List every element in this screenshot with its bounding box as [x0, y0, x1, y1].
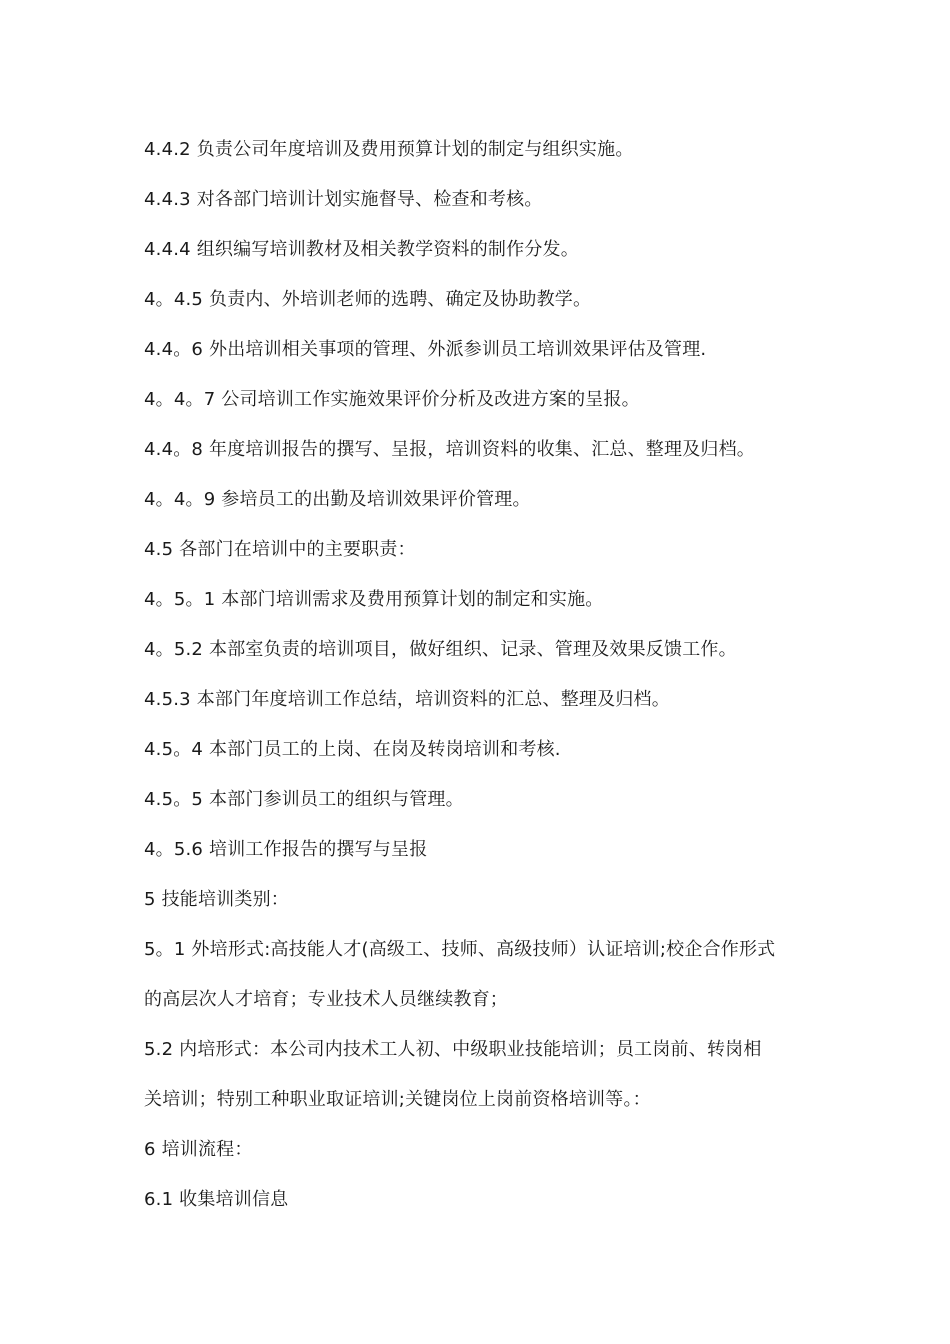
section-heading-5: 5 技能培训类别： [144, 889, 289, 910]
text-line-4-5-1: 4。5。1 本部门培训需求及费用预算计划的制定和实施。 [144, 589, 604, 610]
text-line-4-4-6: 4.4。6 外出培训相关事项的管理、外派参训员工培训效果评估及管理. [144, 339, 707, 360]
text-line-4-4-7: 4。4。7 公司培训工作实施效果评价分析及改进方案的呈报。 [144, 389, 640, 410]
text-line-4-5-2: 4。5.2 本部室负责的培训项目，做好组织、记录、管理及效果反馈工作。 [144, 639, 737, 660]
section-heading-6: 6 培训流程： [144, 1139, 253, 1160]
text-line-4-5-3: 4.5.3 本部门年度培训工作总结，培训资料的汇总、整理及归档。 [144, 689, 670, 710]
text-line-4-4-4: 4.4.4 组织编写培训教材及相关教学资料的制作分发。 [144, 239, 579, 260]
text-line-4-5-4: 4.5。4 本部门员工的上岗、在岗及转岗培训和考核. [144, 739, 561, 760]
text-line-4-5-6: 4。5.6 培训工作报告的撰写与呈报 [144, 839, 428, 860]
text-line-4-5-5: 4.5。5 本部门参训员工的组织与管理。 [144, 789, 464, 810]
text-line-4-4-3: 4.4.3 对各部门培训计划实施督导、检查和考核。 [144, 189, 543, 210]
text-line-6-1: 6.1 收集培训信息 [144, 1189, 289, 1210]
text-line-5-2-part2: 关培训；特别工种职业取证培训;关键岗位上岗前资格培训等。： [144, 1089, 651, 1110]
text-line-4-4-9: 4。4。9 参培员工的出勤及培训效果评价管理。 [144, 489, 531, 510]
text-line-4-4-2: 4.4.2 负责公司年度培训及费用预算计划的制定与组织实施。 [144, 139, 634, 160]
text-line-4-4-8: 4.4。8 年度培训报告的撰写、呈报，培训资料的收集、汇总、整理及归档。 [144, 439, 755, 460]
text-line-5-2-part1: 5.2 内培形式：本公司内技术工人初、中级职业技能培训；员工岗前、转岗相 [144, 1039, 762, 1060]
text-line-5-1-part2: 的高层次人才培育；专业技术人员继续教育； [144, 989, 508, 1010]
text-line-5-1-part1: 5。1 外培形式:高技能人才(高级工、技师、高级技师）认证培训;校企合作形式 [144, 939, 776, 960]
section-heading-4-5: 4.5 各部门在培训中的主要职责： [144, 539, 416, 560]
document-body [144, 136, 814, 1236]
text-line-4-4-5: 4。4.5 负责内、外培训老师的选聘、确定及协助教学。 [144, 289, 592, 310]
